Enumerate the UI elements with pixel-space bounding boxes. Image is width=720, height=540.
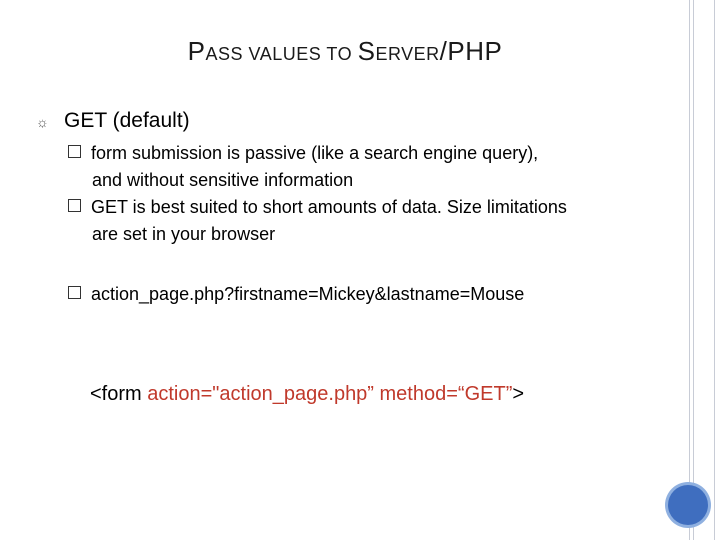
blue-circle-icon bbox=[668, 485, 708, 525]
title-part: S bbox=[357, 36, 376, 66]
sub-bullet-text: and without sensitive information bbox=[92, 170, 354, 190]
decorative-rule bbox=[714, 0, 715, 540]
code-tag-open: <form bbox=[90, 383, 148, 405]
decorative-rule bbox=[689, 0, 690, 540]
main-bullet-text: GET (default) bbox=[64, 109, 190, 132]
sub-bullet bbox=[68, 140, 538, 194]
sub-bullet-text: action_page.php?firstname=Mickey&lastname=Mouse bbox=[91, 284, 525, 304]
code-attributes: action="action_page.php” method=“GET” bbox=[147, 383, 513, 405]
decorative-rule bbox=[693, 0, 694, 540]
sub-bullet-text: form submission is passive (like a search engine query), bbox=[91, 143, 539, 163]
sub-bullet-text: are set in your browser bbox=[92, 224, 276, 244]
sub-bullet bbox=[68, 281, 524, 308]
sub-bullet bbox=[68, 194, 567, 248]
checkbox-square-icon bbox=[68, 199, 81, 212]
code-tag-close: > bbox=[512, 383, 525, 405]
title-part: ERVER bbox=[375, 44, 440, 64]
checkbox-square-icon bbox=[68, 286, 81, 299]
checkbox-square-icon bbox=[68, 145, 81, 158]
sub-bullet-text: GET is best suited to short amounts of data. Size limitations bbox=[91, 197, 567, 217]
title-part: /PHP bbox=[439, 36, 503, 66]
code-example bbox=[90, 383, 524, 406]
slide-title bbox=[0, 36, 690, 67]
title-part: P bbox=[187, 36, 206, 66]
sun-bullet-icon: ☼ bbox=[36, 114, 49, 130]
title-part: ASS VALUES TO bbox=[205, 44, 358, 64]
